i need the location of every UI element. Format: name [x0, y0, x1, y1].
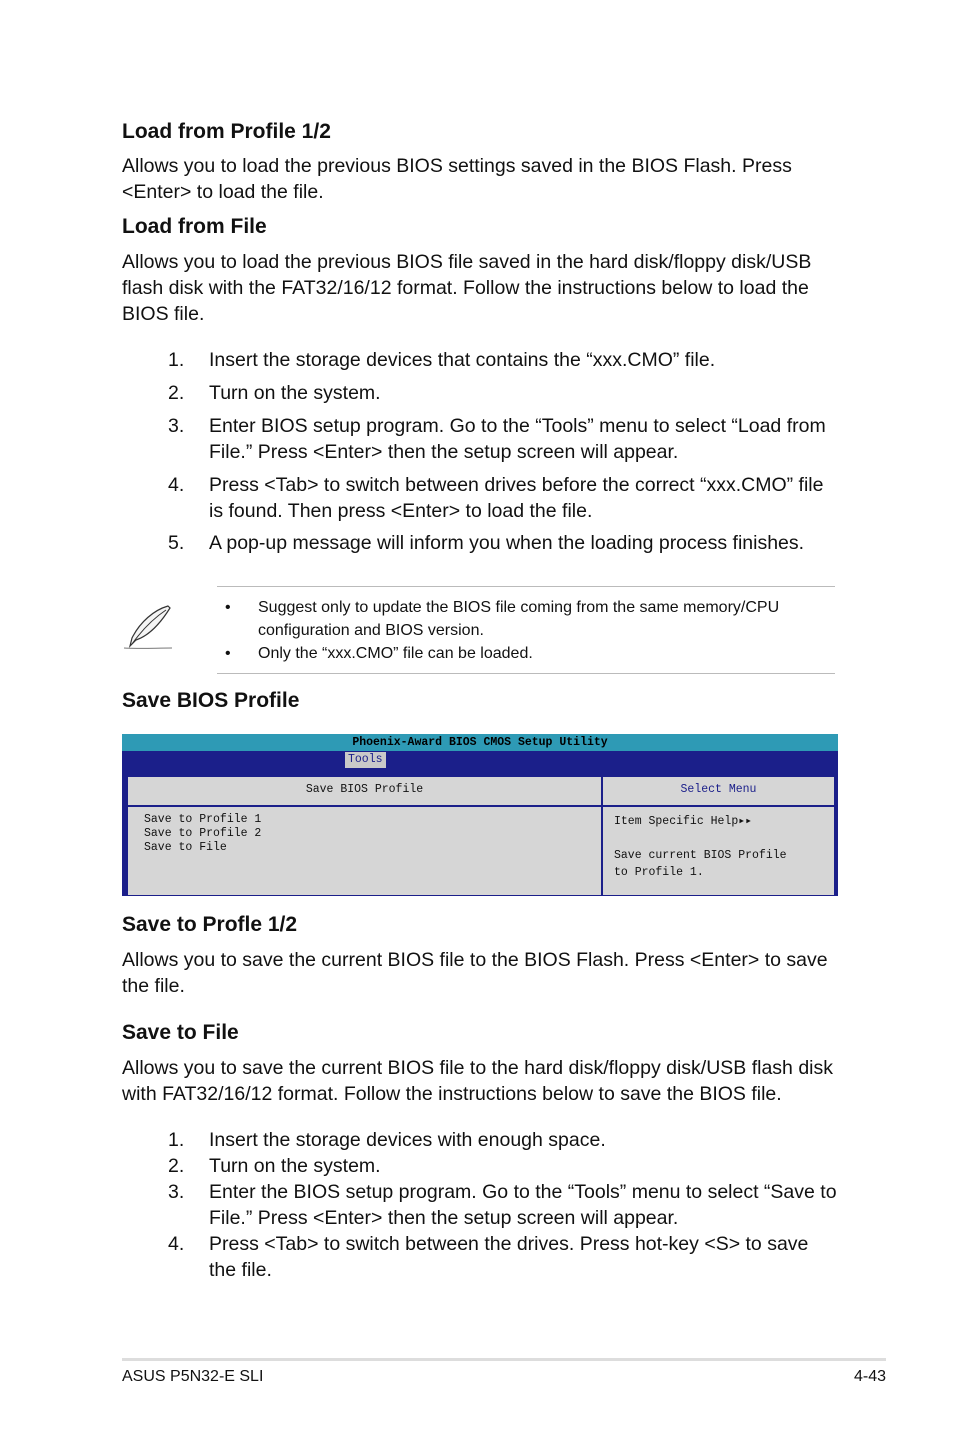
step-number: 1.	[168, 1129, 185, 1151]
bios-help-text: to Profile 1.	[614, 866, 704, 879]
footer-page-number: 4-43	[853, 1368, 886, 1385]
menu-item-save-to-file[interactable]: Save to File	[144, 841, 227, 854]
note-box	[217, 586, 835, 674]
section-title-save-profile-12: Save to Profle 1/2	[122, 913, 298, 936]
footer-product: ASUS P5N32-E SLI	[122, 1368, 264, 1385]
step-text: Insert the storage devices that contains the “xxx.CMO” file.	[209, 349, 716, 371]
bios-menu-list	[128, 807, 603, 895]
section-title-save-file: Save to File	[122, 1021, 239, 1044]
bios-panel	[127, 776, 835, 896]
step-text: Turn on the system.	[209, 1155, 381, 1177]
note-text: Only the “xxx.CMO” file can be loaded.	[258, 645, 533, 662]
note-text: Suggest only to update the BIOS file coming from the same memory/CPU configuration and BIOS version.	[258, 599, 780, 639]
section-body-load-file: Allows you to load the previous BIOS file saved in the hard disk/floppy disk/USB flash disk with the FAT32/16/12 format. Follow the instructions below to load the BIOS file.	[122, 251, 812, 325]
bios-right-header: Select Menu	[603, 777, 834, 807]
step-text: A pop-up message will inform you when the loading process finishes.	[209, 532, 805, 554]
section-title-load-file: Load from File	[122, 215, 267, 238]
step-text: Press <Tab> to switch between the drives. Press hot-key <S> to save the file.	[209, 1233, 809, 1281]
step-number: 5.	[168, 532, 185, 554]
section-title-save-profile: Save BIOS Profile	[122, 689, 300, 712]
bios-screenshot	[122, 734, 838, 896]
bios-help-title: Item Specific Help▸▸	[614, 815, 753, 828]
step-text: Enter the BIOS setup program. Go to the “Tools” menu to select “Save to File.” Press <Enter> then the setup screen will appear.	[209, 1181, 837, 1229]
section-body-save-file: Allows you to save the current BIOS file to the hard disk/floppy disk/USB flash disk with FAT32/16/12 format. Follow the instructions below to save the BIOS file.	[122, 1057, 833, 1105]
bullet: •	[225, 599, 231, 616]
step-text: Insert the storage devices with enough space.	[209, 1129, 606, 1151]
step-number: 3.	[168, 1181, 185, 1203]
step-text: Press <Tab> to switch between drives before the correct “xxx.CMO” file is found. Then press <Enter> to load the file.	[209, 474, 824, 522]
tab-tools[interactable]: Tools	[345, 752, 386, 768]
section-body-load-profile: Allows you to load the previous BIOS settings saved in the BIOS Flash. Press <Enter> to load the file.	[122, 155, 792, 203]
bullet: •	[225, 645, 231, 662]
bios-menu-bar	[122, 751, 838, 769]
bios-title-bar: Phoenix-Award BIOS CMOS Setup Utility	[122, 734, 838, 751]
section-body-save-profile-12: Allows you to save the current BIOS file to the BIOS Flash. Press <Enter> to save the file.	[122, 949, 828, 997]
step-number: 2.	[168, 1155, 185, 1177]
bios-help-text: Save current BIOS Profile	[614, 849, 787, 862]
step-number: 2.	[168, 382, 185, 404]
feather-note-icon	[120, 602, 176, 652]
bios-left-header: Save BIOS Profile	[128, 777, 603, 807]
step-number: 3.	[168, 415, 185, 437]
step-number: 1.	[168, 349, 185, 371]
menu-item-save-profile-1[interactable]: Save to Profile 1	[144, 813, 262, 826]
step-text: Enter BIOS setup program. Go to the “Tools” menu to select “Load from File.” Press <Enter> then the setup screen will appear.	[209, 415, 826, 463]
step-text: Turn on the system.	[209, 382, 381, 404]
section-title-load-profile: Load from Profile 1/2	[122, 120, 331, 143]
step-number: 4.	[168, 1233, 185, 1255]
footer-divider	[122, 1358, 886, 1361]
menu-item-save-profile-2[interactable]: Save to Profile 2	[144, 827, 262, 840]
step-number: 4.	[168, 474, 185, 496]
